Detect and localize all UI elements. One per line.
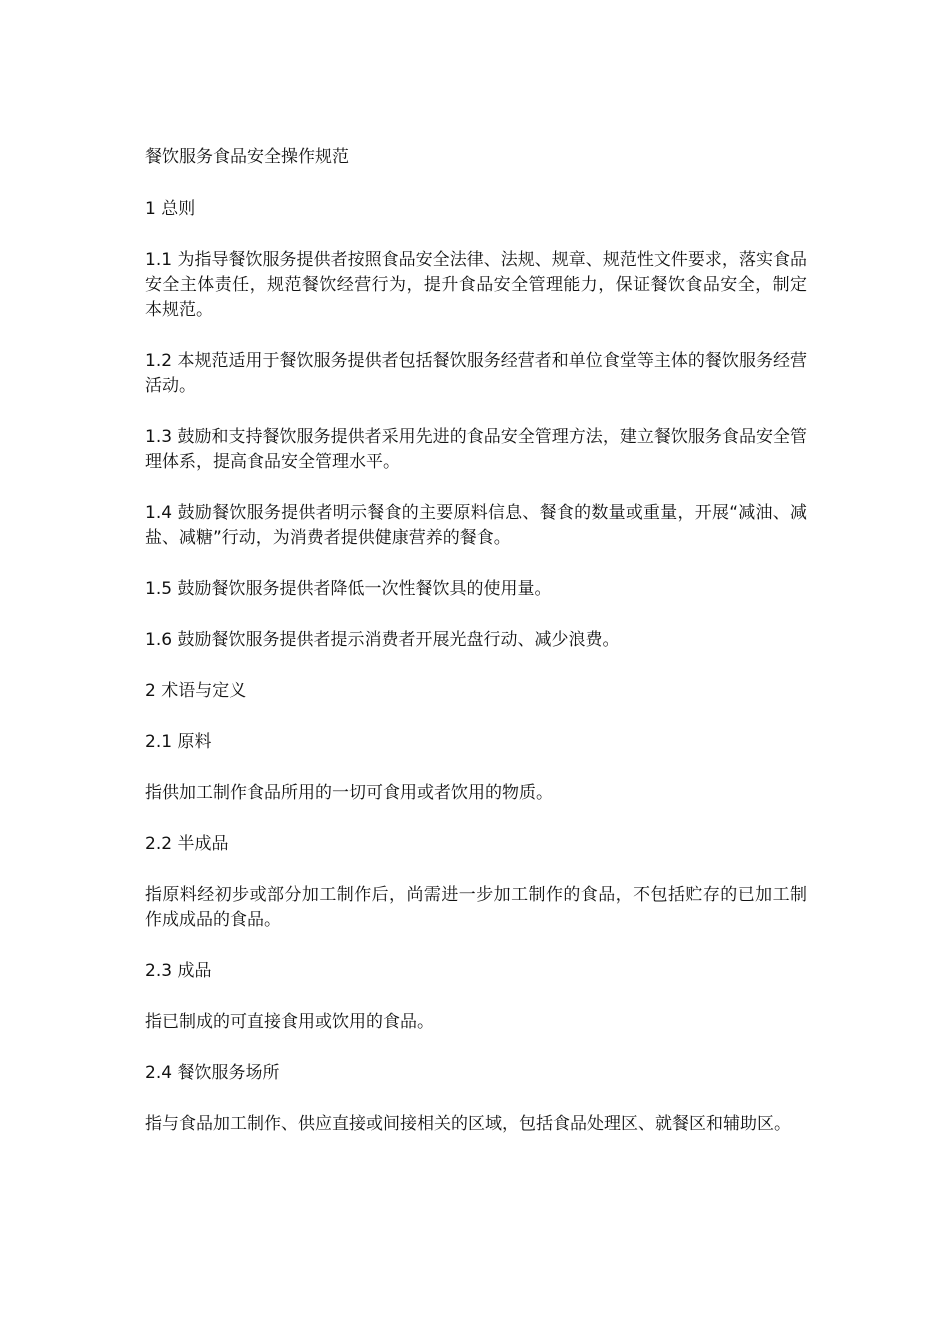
term-2-4-definition: 指与食品加工制作、供应直接或间接相关的区域，包括食品处理区、就餐区和辅助区。 [145, 1114, 791, 1134]
clause-1-5: 1.5 鼓励餐饮服务提供者降低一次性餐饮具的使用量。 [145, 579, 552, 599]
term-2-2-heading: 2.2 半成品 [145, 834, 229, 854]
term-2-2-definition: 指原料经初步或部分加工制作后，尚需进一步加工制作的食品，不包括贮存的已加工制作成成品的食品。 [145, 885, 807, 930]
document-title: 餐饮服务食品安全操作规范 [145, 147, 349, 167]
term-2-3-definition: 指已制成的可直接食用或饮用的食品。 [145, 1012, 434, 1032]
section-heading-general: 1 总则 [145, 199, 196, 219]
clause-1-4: 1.4 鼓励餐饮服务提供者明示餐食的主要原料信息、餐食的数量或重量，开展“减油、减盐、减糖”行动，为消费者提供健康营养的餐食。 [145, 503, 807, 548]
clause-1-1: 1.1 为指导餐饮服务提供者按照食品安全法律、法规、规章、规范性文件要求，落实食品安全主体责任，规范餐饮经营行为，提升食品安全管理能力，保证餐饮食品安全，制定本规范。 [145, 250, 807, 320]
term-2-1-heading: 2.1 原料 [145, 732, 212, 752]
clause-1-6: 1.6 鼓励餐饮服务提供者提示消费者开展光盘行动、减少浪费。 [145, 630, 620, 650]
term-2-4-heading: 2.4 餐饮服务场所 [145, 1063, 280, 1083]
section-heading-terms: 2 术语与定义 [145, 681, 247, 701]
document-body [145, 145, 807, 1163]
clause-1-2: 1.2 本规范适用于餐饮服务提供者包括餐饮服务经营者和单位食堂等主体的餐饮服务经营活动。 [145, 351, 807, 396]
term-2-3-heading: 2.3 成品 [145, 961, 212, 981]
clause-1-3: 1.3 鼓励和支持餐饮服务提供者采用先进的食品安全管理方法，建立餐饮服务食品安全管理体系，提高食品安全管理水平。 [145, 427, 807, 472]
term-2-1-definition: 指供加工制作食品所用的一切可食用或者饮用的物质。 [145, 783, 553, 803]
